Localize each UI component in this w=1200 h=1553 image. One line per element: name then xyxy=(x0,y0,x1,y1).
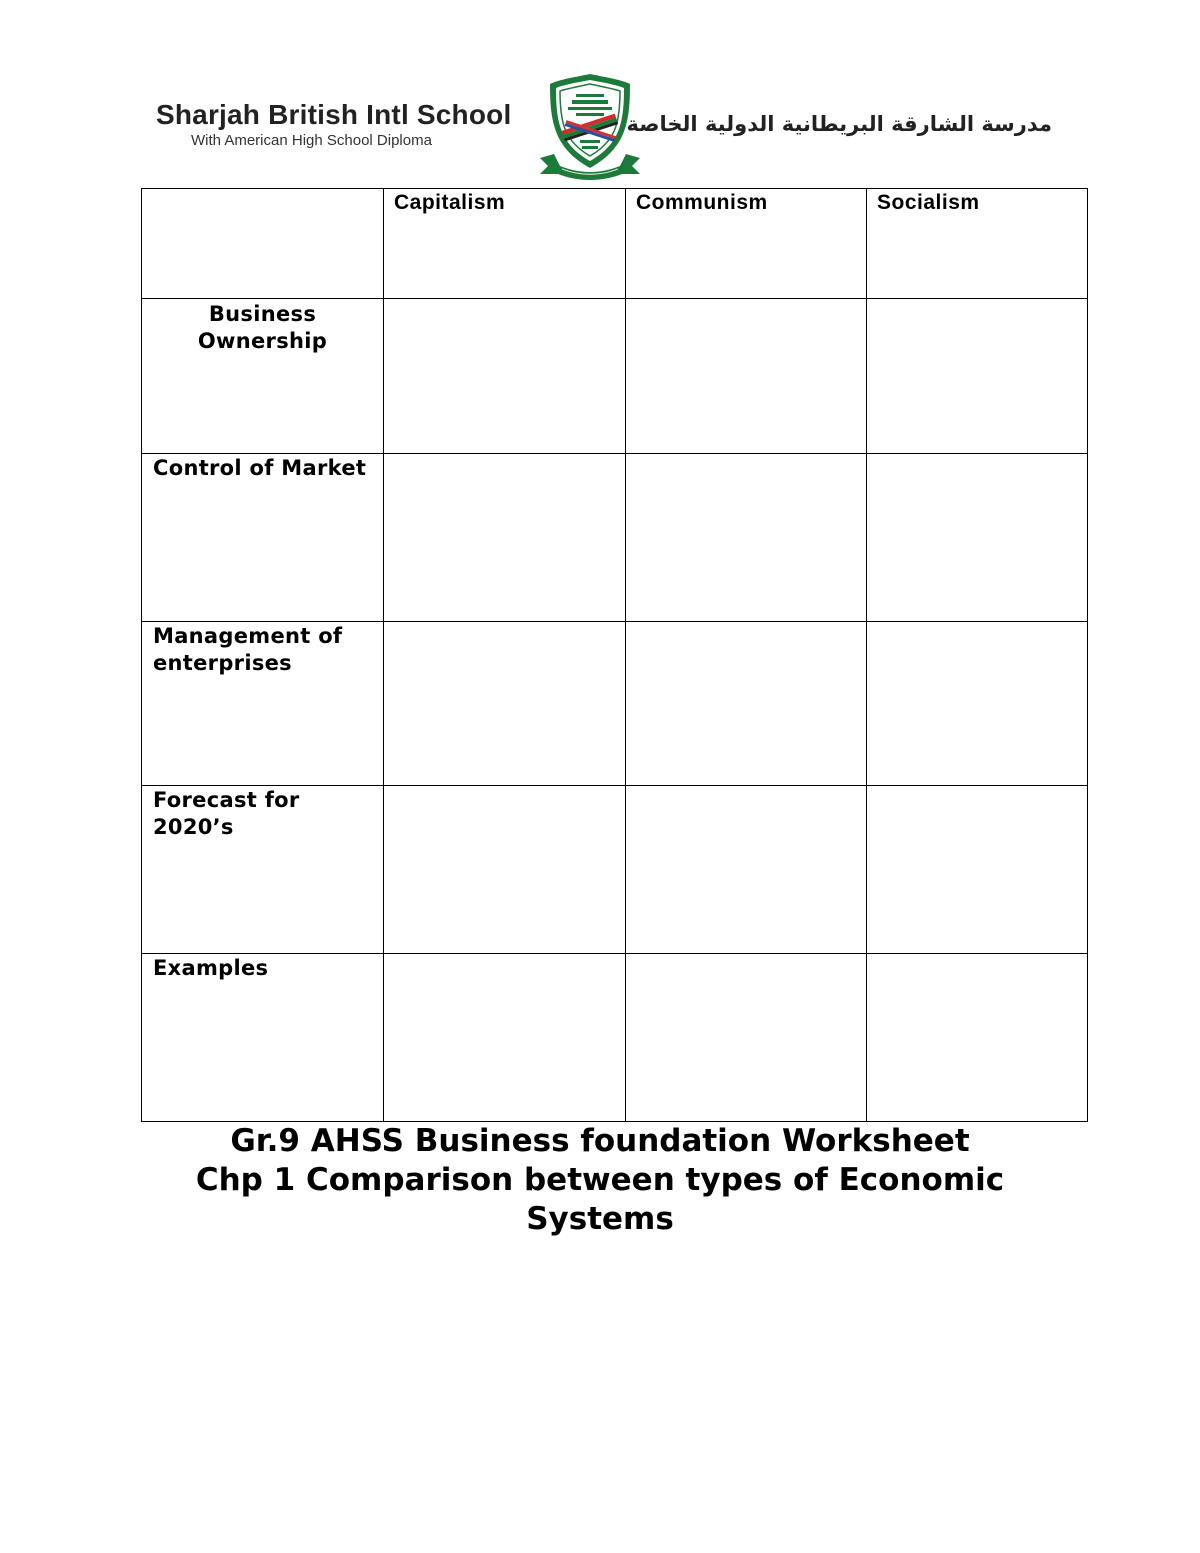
table-row xyxy=(142,299,1088,454)
answer-cell[interactable] xyxy=(384,454,626,622)
row-label-management-of-enterprises: Management of enterprises xyxy=(142,622,384,786)
answer-cell[interactable] xyxy=(384,954,626,1122)
school-subtitle-en: With American High School Diploma xyxy=(191,132,432,149)
answer-cell[interactable] xyxy=(867,622,1088,786)
comparison-table xyxy=(141,188,1088,1122)
answer-cell[interactable] xyxy=(626,954,867,1122)
column-header-blank xyxy=(142,189,384,299)
table-row xyxy=(142,786,1088,954)
row-label-control-of-market: Control of Market xyxy=(142,454,384,622)
row-label-examples: Examples xyxy=(142,954,384,1122)
school-name-block xyxy=(156,98,511,149)
school-name-ar: مدرسة الشارقة البريطانية الدولية الخاصة xyxy=(626,112,1052,136)
answer-cell[interactable] xyxy=(626,299,867,454)
answer-cell[interactable] xyxy=(626,454,867,622)
table-row xyxy=(142,454,1088,622)
worksheet-title-line2: Chp 1 Comparison between types of Economic Systems xyxy=(195,1162,1005,1237)
answer-cell[interactable] xyxy=(384,786,626,954)
worksheet-title xyxy=(141,1122,1059,1239)
answer-cell[interactable] xyxy=(384,299,626,454)
answer-cell[interactable] xyxy=(867,954,1088,1122)
row-label-business-ownership: Business Ownership xyxy=(142,299,384,454)
school-name-en: Sharjah British Intl School xyxy=(156,99,512,130)
table-row xyxy=(142,622,1088,786)
table-row xyxy=(142,954,1088,1122)
answer-cell[interactable] xyxy=(626,786,867,954)
answer-cell[interactable] xyxy=(384,622,626,786)
table-header-row xyxy=(142,189,1088,299)
answer-cell[interactable] xyxy=(867,454,1088,622)
column-header-communism: Communism xyxy=(626,189,867,299)
column-header-socialism: Socialism xyxy=(867,189,1088,299)
row-label-forecast: Forecast for 2020’s xyxy=(142,786,384,954)
worksheet-title-line1: Gr.9 AHSS Business foundation Worksheet xyxy=(230,1123,970,1159)
answer-cell[interactable] xyxy=(867,786,1088,954)
answer-cell[interactable] xyxy=(867,299,1088,454)
column-header-capitalism: Capitalism xyxy=(384,189,626,299)
answer-cell[interactable] xyxy=(626,622,867,786)
